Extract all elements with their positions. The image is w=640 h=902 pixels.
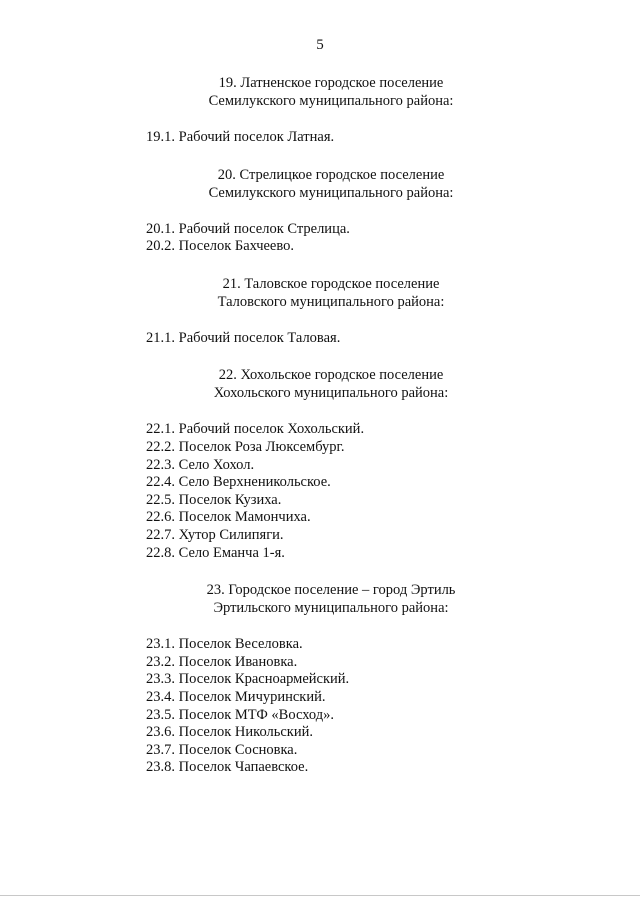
list-item: 22.5. Поселок Кузиха. [146, 491, 282, 508]
heading-line: 23. Городское поселение – город Эртиль [206, 582, 456, 599]
settlement-list [146, 129, 576, 147]
list-item: 22.2. Поселок Роза Люксембург. [146, 438, 345, 455]
settlement-list [146, 221, 576, 256]
list-item: 22.3. Село Хохол. [146, 456, 255, 473]
list-item: 19.1. Рабочий поселок Латная. [146, 129, 335, 145]
settlement-list [146, 421, 576, 562]
list-item: 22.4. Село Верхненикольское. [146, 474, 331, 491]
scan-edge-divider [0, 895, 640, 896]
list-item: 23.4. Поселок Мичуринский. [146, 688, 326, 705]
section-21 [146, 275, 576, 348]
list-item: 22.6. Поселок Мамончиха. [146, 509, 311, 526]
list-item: 23.7. Поселок Сосновка. [146, 741, 298, 758]
section-heading [166, 74, 496, 110]
heading-line: 20. Стрелицкое городское поселение [217, 166, 445, 183]
section-19 [146, 74, 576, 147]
list-item: 21.1. Рабочий поселок Таловая. [146, 329, 341, 346]
section-heading [166, 366, 496, 402]
list-item: 23.3. Поселок Красноармейский. [146, 671, 350, 688]
list-item: 20.2. Поселок Бахчеево. [146, 238, 294, 255]
settlement-list [146, 636, 576, 777]
document-body [146, 74, 576, 796]
heading-line: 21. Таловское городское поселение [222, 275, 440, 292]
section-23 [146, 581, 576, 777]
settlement-list [146, 330, 576, 348]
list-item: 22.7. Хутор Силипяги. [146, 526, 284, 543]
list-item: 23.1. Поселок Веселовка. [146, 636, 303, 653]
list-item: 20.1. Рабочий поселок Стрелица. [146, 220, 350, 237]
section-heading [166, 166, 496, 202]
heading-line: 19. Латненское городское поселение [218, 75, 444, 91]
list-item: 22.8. Село Еманча 1-я. [146, 544, 285, 561]
section-heading [166, 275, 496, 311]
heading-line: Эртильского муниципального района: [213, 600, 449, 617]
section-22 [146, 366, 576, 562]
list-item: 23.2. Поселок Ивановка. [146, 653, 298, 670]
heading-line: Семилукского муниципального района: [208, 184, 454, 201]
list-item: 23.5. Поселок МТФ «Восход». [146, 706, 334, 723]
section-heading [166, 581, 496, 617]
page-number: 5 [316, 37, 324, 53]
list-item: 23.8. Поселок Чапаевское. [146, 759, 309, 776]
section-20 [146, 166, 576, 256]
heading-line: Таловского муниципального района: [217, 293, 445, 310]
list-item: 22.1. Рабочий поселок Хохольский. [146, 421, 365, 438]
heading-line: Хохольского муниципального района: [213, 385, 449, 402]
heading-line: Семилукского муниципального района: [208, 93, 454, 109]
list-item: 23.6. Поселок Никольский. [146, 724, 313, 741]
heading-line: 22. Хохольское городское поселение [218, 367, 444, 384]
